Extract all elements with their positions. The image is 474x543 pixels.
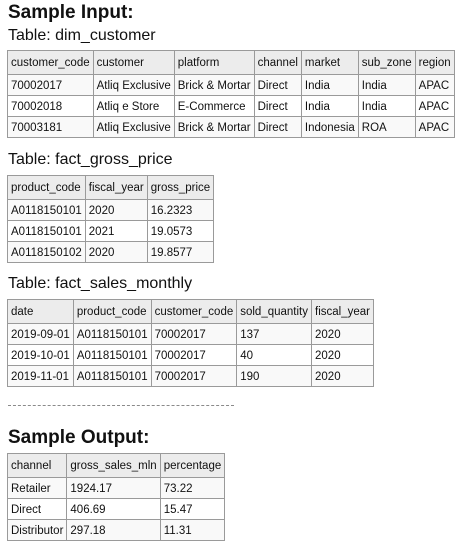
table-cell: A0118150102 xyxy=(8,242,86,263)
table-cell: India xyxy=(301,96,358,117)
column-header: customer_code xyxy=(8,51,94,75)
table-cell: Direct xyxy=(254,117,301,138)
column-header: region xyxy=(415,51,454,75)
table-cell: Indonesia xyxy=(301,117,358,138)
table-row xyxy=(8,520,225,541)
column-header: channel xyxy=(254,51,301,75)
table-cell: Atliq Exclusive xyxy=(93,75,174,96)
column-header: sub_zone xyxy=(358,51,415,75)
table-cell: 1924.17 xyxy=(67,478,160,499)
table-cell: 19.8577 xyxy=(147,242,213,263)
table-cell: A0118150101 xyxy=(8,221,86,242)
table-row xyxy=(8,242,214,263)
table-cell: India xyxy=(358,75,415,96)
table-cell: 2019-10-01 xyxy=(8,345,74,366)
table-row xyxy=(8,96,455,117)
fact-gross-price-caption: Table: fact_gross_price xyxy=(8,151,173,168)
fact-sales-monthly-caption: Table: fact_sales_monthly xyxy=(8,275,193,292)
table-cell: APAC xyxy=(415,96,454,117)
table-cell: 2020 xyxy=(85,242,147,263)
column-header: percentage xyxy=(160,454,225,478)
fact-sales-monthly-table xyxy=(7,299,374,387)
table-cell: India xyxy=(301,75,358,96)
table-cell: A0118150101 xyxy=(73,366,151,387)
table-cell: 406.69 xyxy=(67,499,160,520)
column-header: platform xyxy=(174,51,254,75)
table-cell: 70002017 xyxy=(151,324,237,345)
table-row xyxy=(8,478,225,499)
column-header: fiscal_year xyxy=(85,176,147,200)
table-row xyxy=(8,200,214,221)
column-header: date xyxy=(8,300,74,324)
table-cell: India xyxy=(358,96,415,117)
column-header: channel xyxy=(8,454,67,478)
column-header: fiscal_year xyxy=(312,300,374,324)
table-cell: Brick & Mortar xyxy=(174,75,254,96)
divider xyxy=(8,405,234,406)
column-header: gross_price xyxy=(147,176,213,200)
table-cell: E-Commerce xyxy=(174,96,254,117)
table-row xyxy=(8,499,225,520)
sample-input-title: Sample Input: xyxy=(8,2,134,23)
column-header: gross_sales_mln xyxy=(67,454,160,478)
column-header: product_code xyxy=(8,176,86,200)
table-cell: APAC xyxy=(415,75,454,96)
table-cell: ROA xyxy=(358,117,415,138)
table-cell: A0118150101 xyxy=(8,200,86,221)
header-row xyxy=(8,454,225,478)
table-cell: 2019-09-01 xyxy=(8,324,74,345)
fact-gross-price-table xyxy=(7,175,214,263)
table-cell: Atliq Exclusive xyxy=(93,117,174,138)
table-cell: 70003181 xyxy=(8,117,94,138)
table-cell: 70002017 xyxy=(151,345,237,366)
table-cell: Direct xyxy=(254,75,301,96)
table-cell: Direct xyxy=(254,96,301,117)
table-row xyxy=(8,221,214,242)
table-cell: 137 xyxy=(237,324,312,345)
table-cell: APAC xyxy=(415,117,454,138)
table-cell: 190 xyxy=(237,366,312,387)
table-cell: Brick & Mortar xyxy=(174,117,254,138)
header-row xyxy=(8,176,214,200)
table-row xyxy=(8,75,455,96)
table-row xyxy=(8,366,374,387)
table-cell: 2019-11-01 xyxy=(8,366,74,387)
table-cell: Direct xyxy=(8,499,67,520)
column-header: product_code xyxy=(73,300,151,324)
dim-customer-caption: Table: dim_customer xyxy=(8,27,156,44)
table-cell: 2020 xyxy=(85,200,147,221)
table-cell: Distributor xyxy=(8,520,67,541)
table-row xyxy=(8,345,374,366)
table-cell: 297.18 xyxy=(67,520,160,541)
header-row xyxy=(8,300,374,324)
column-header: market xyxy=(301,51,358,75)
table-cell: 40 xyxy=(237,345,312,366)
table-cell: A0118150101 xyxy=(73,345,151,366)
table-cell: 15.47 xyxy=(160,499,225,520)
sample-output-title: Sample Output: xyxy=(8,427,150,448)
table-row xyxy=(8,324,374,345)
table-cell: 16.2323 xyxy=(147,200,213,221)
header-row xyxy=(8,51,455,75)
table-cell: 2021 xyxy=(85,221,147,242)
sample-output-table xyxy=(7,453,225,541)
table-cell: Retailer xyxy=(8,478,67,499)
dim-customer-table xyxy=(7,50,455,138)
table-cell: 11.31 xyxy=(160,520,225,541)
table-cell: 2020 xyxy=(312,345,374,366)
table-row xyxy=(8,117,455,138)
table-cell: Atliq e Store xyxy=(93,96,174,117)
column-header: customer_code xyxy=(151,300,237,324)
table-cell: 2020 xyxy=(312,324,374,345)
table-cell: 70002018 xyxy=(8,96,94,117)
table-cell: 70002017 xyxy=(151,366,237,387)
table-cell: 2020 xyxy=(312,366,374,387)
table-cell: A0118150101 xyxy=(73,324,151,345)
table-cell: 73.22 xyxy=(160,478,225,499)
table-cell: 19.0573 xyxy=(147,221,213,242)
table-cell: 70002017 xyxy=(8,75,94,96)
column-header: sold_quantity xyxy=(237,300,312,324)
column-header: customer xyxy=(93,51,174,75)
